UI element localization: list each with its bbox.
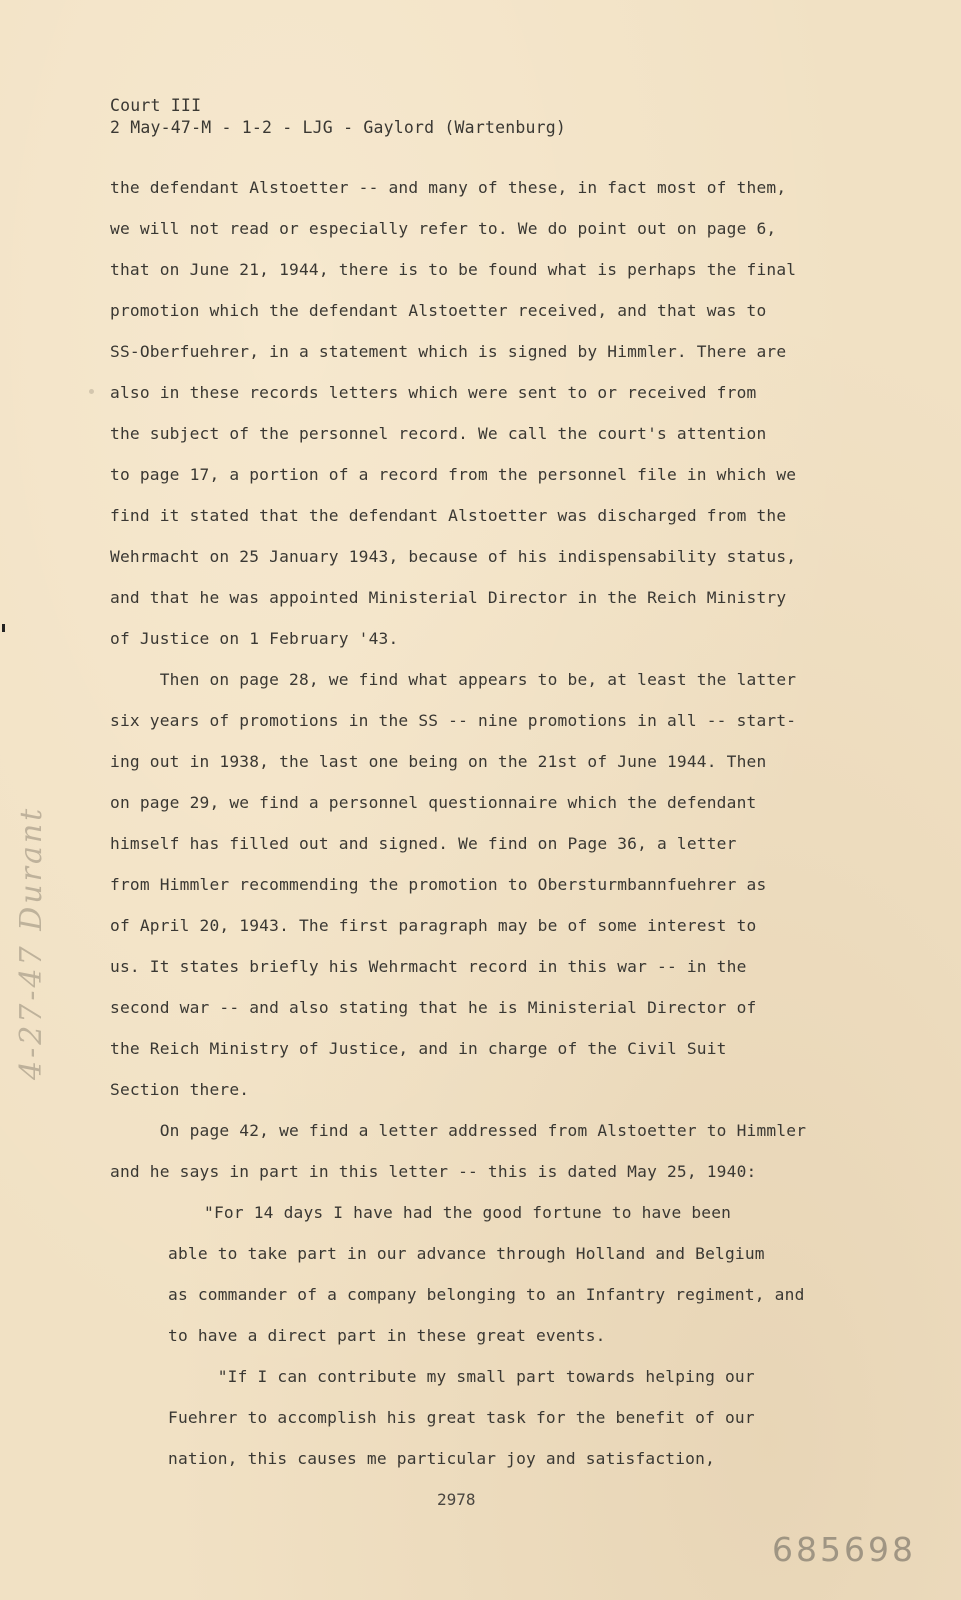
body-line: the defendant Alstoetter -- and many of these, in fact most of them, (110, 178, 787, 197)
pencil-annotation: 4-27-47 Durant (14, 805, 49, 1080)
header-court: Court III (110, 96, 202, 115)
body-line: himself has filled out and signed. We find on Page 36, a letter (110, 834, 737, 853)
margin-mark (2, 624, 5, 632)
quote-line: to have a direct part in these great events. (168, 1326, 606, 1345)
quote-line: able to take part in our advance through Holland and Belgium (168, 1244, 765, 1263)
body-line: that on June 21, 1944, there is to be found what is perhaps the final (110, 260, 797, 279)
page-number: 2978 (437, 1490, 476, 1509)
body-line: us. It states briefly his Wehrmacht record in this war -- in the (110, 957, 747, 976)
body-line: ing out in 1938, the last one being on the 21st of June 1944. Then (110, 752, 767, 771)
body-line: and that he was appointed Ministerial Director in the Reich Ministry (110, 588, 787, 607)
body-line: to page 17, a portion of a record from the personnel file in which we (110, 465, 797, 484)
header-session: 2 May-47-M - 1-2 - LJG - Gaylord (Wartenburg) (110, 118, 567, 137)
quote-line: "For 14 days I have had the good fortune to have been (204, 1203, 732, 1222)
body-line: and he says in part in this letter -- this is dated May 25, 1940: (110, 1162, 757, 1181)
body-line: second war -- and also stating that he is Ministerial Director of (110, 998, 757, 1017)
body-line: Then on page 28, we find what appears to be, at least the latter (110, 670, 797, 689)
body-line: find it stated that the defendant Alstoetter was discharged from the (110, 506, 787, 525)
body-line: six years of promotions in the SS -- nine promotions in all -- start- (110, 711, 797, 730)
body-line: the subject of the personnel record. We call the court's attention (110, 424, 767, 443)
quote-line: nation, this causes me particular joy and satisfaction, (168, 1449, 716, 1468)
body-line: from Himmler recommending the promotion to Obersturmbannfuehrer as (110, 875, 767, 894)
body-line: on page 29, we find a personnel questionnaire which the defendant (110, 793, 757, 812)
quote-line: "If I can contribute my small part towards helping our (168, 1367, 755, 1386)
body-line: also in these records letters which were sent to or received from (110, 383, 757, 402)
body-line: On page 42, we find a letter addressed from Alstoetter to Himmler (110, 1121, 807, 1140)
body-line: of Justice on 1 February '43. (110, 629, 399, 648)
body-line: we will not read or especially refer to. We do point out on page 6, (110, 219, 777, 238)
body-line: Wehrmacht on 25 January 1943, because of his indispensability status, (110, 547, 797, 566)
paper-speck (89, 389, 94, 394)
body-line: Section there. (110, 1080, 250, 1099)
quote-line: as commander of a company belonging to an Infantry regiment, and (168, 1285, 805, 1304)
document-id-annotation: 685698 (772, 1530, 916, 1569)
quote-line: Fuehrer to accomplish his great task for the benefit of our (168, 1408, 755, 1427)
body-line: the Reich Ministry of Justice, and in charge of the Civil Suit (110, 1039, 727, 1058)
body-line: SS-Oberfuehrer, in a statement which is signed by Himmler. There are (110, 342, 787, 361)
body-line: promotion which the defendant Alstoetter received, and that was to (110, 301, 767, 320)
body-line: of April 20, 1943. The first paragraph may be of some interest to (110, 916, 757, 935)
